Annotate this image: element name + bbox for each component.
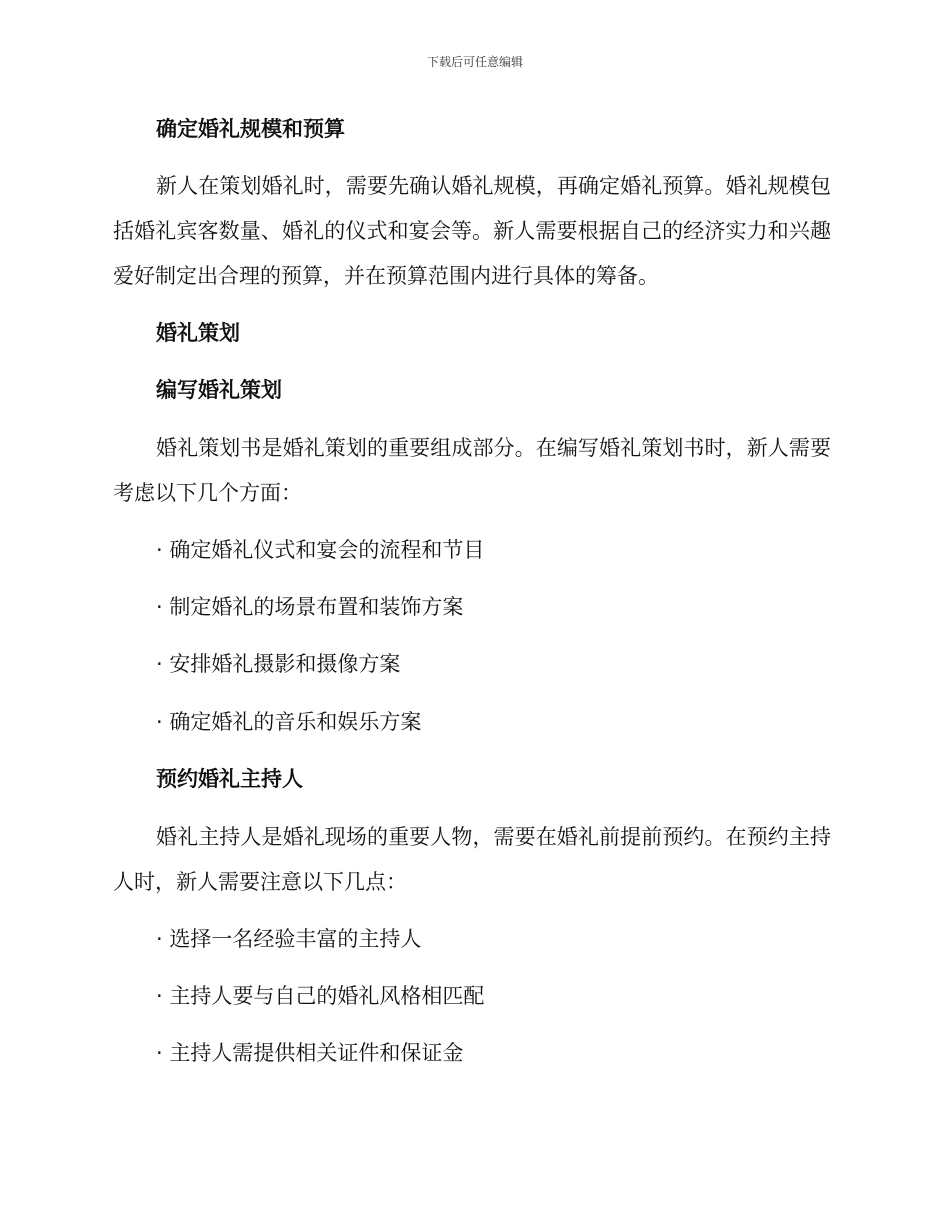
paragraph-scale-budget: 新人在策划婚礼时，需要先确认婚礼规模，再确定婚礼预算。婚礼规模包括婚礼宾客数量、婚礼的仪式和宴会等。新人需要根据自己的经济实力和兴趣爱好制定出合理的预算，并在预算范围内进行具体的筹备。 <box>113 174 831 288</box>
paragraph-write-plan: 婚礼策划书是婚礼策划的重要组成部分。在编写婚礼策划书时，新人需要考虑以下几个方面： <box>113 436 831 505</box>
list-item: · 确定婚礼的音乐和娱乐方案 <box>156 710 422 734</box>
heading-wedding-planning: 婚礼策划 <box>156 321 240 345</box>
heading-host: 预约婚礼主持人 <box>156 767 303 791</box>
page-header-note: 下载后可任意编辑 <box>426 55 523 69</box>
list-item: · 主持人要与自己的婚礼风格相匹配 <box>156 984 485 1008</box>
list-item: · 制定婚礼的场景布置和装饰方案 <box>156 595 464 619</box>
list-item: · 确定婚礼仪式和宴会的流程和节目 <box>156 538 485 562</box>
list-item: · 选择一名经验丰富的主持人 <box>156 927 422 951</box>
list-item: · 主持人需提供相关证件和保证金 <box>156 1041 464 1065</box>
heading-write-plan: 编写婚礼策划 <box>156 378 282 402</box>
paragraph-host: 婚礼主持人是婚礼现场的重要人物，需要在婚礼前提前预约。在预约主持人时，新人需要注意以下几点： <box>113 825 831 894</box>
heading-scale-budget: 确定婚礼规模和预算 <box>156 117 345 141</box>
list-item: · 安排婚礼摄影和摄像方案 <box>156 652 401 676</box>
